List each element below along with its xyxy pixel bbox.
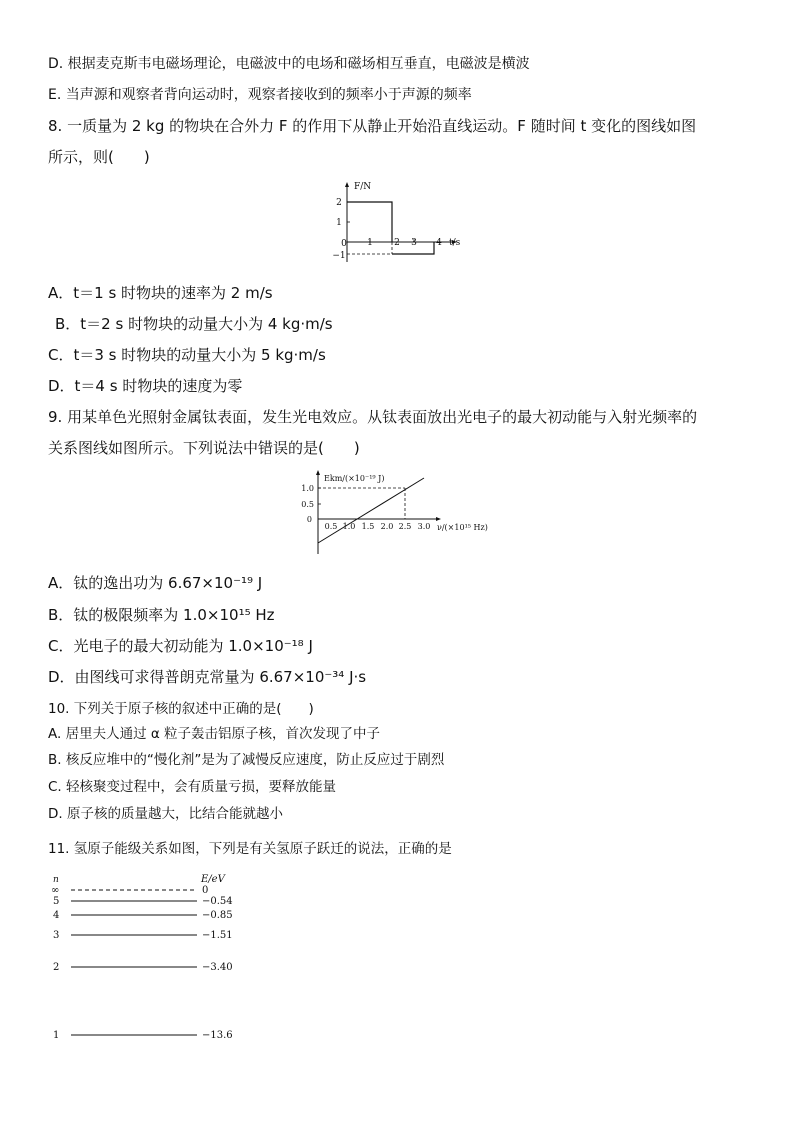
question-10-option-a: A. 居里夫人通过 α 粒子轰击铝原子核，首次发现了中子 (48, 726, 381, 742)
xtick-4: 4 (436, 238, 442, 248)
question-10-stem: 10. 下列关于原子核的叙述中正确的是( ) (48, 701, 314, 717)
question-10-option-c: C. 轻核聚变过程中，会有质量亏损，要释放能量 (48, 779, 337, 795)
question-9-option-d: D．由图线可求得普朗克常量为 6.67×10⁻³⁴ J·s (48, 668, 367, 686)
hydrogen-energy-level-diagram (45, 870, 255, 1050)
xtick-1-0: 1.0 (342, 522, 356, 531)
question-9-stem-line2: 关系图线如图所示。下列说法中错误的是( ) (48, 439, 360, 457)
xtick-0-5: 0.5 (324, 522, 338, 531)
question-10-option-b: B. 核反应堆中的“慢化剂”是为了减慢反应速度，防止反应过于剧烈 (48, 752, 445, 768)
level-e-2: −3.40 (202, 962, 233, 973)
time-axis-label: t/s (449, 238, 461, 248)
level-e-4: −0.85 (202, 910, 233, 921)
xtick-2-5: 2.5 (398, 522, 412, 531)
photoelectric-graph (294, 468, 504, 556)
e-header: E/eV (201, 874, 225, 885)
xtick-1: 1 (367, 238, 373, 248)
question-11-stem: 11. 氢原子能级关系如图，下列是有关氢原子跃迁的说法，正确的是 (48, 841, 452, 857)
level-n-4: 4 (53, 910, 60, 921)
level-n-5: 5 (53, 896, 60, 907)
nu-axis-label: ν/(×10¹⁵ Hz) (437, 523, 488, 532)
level-e-5: −0.54 (202, 896, 233, 907)
level-n-inf: ∞ (51, 885, 60, 896)
question-8-option-a: A．t＝1 s 时物块的速率为 2 m/s (48, 284, 273, 302)
question-8-stem-line1: 8. 一质量为 2 kg 的物块在合外力 F 的作用下从静止开始沿直线运动。F 随时间 t 变化的图线如图 (48, 117, 697, 135)
ytick-zero: 0 (306, 515, 312, 524)
question-9-option-b: B．钛的极限频率为 1.0×10¹⁵ Hz (48, 606, 275, 624)
ytick-0: 0 (341, 239, 347, 249)
ytick-1: 1 (336, 218, 342, 228)
option-7d: D. 根据麦克斯韦电磁场理论，电磁波中的电场和磁场相互垂直，电磁波是横波 (48, 56, 530, 72)
level-n-2: 2 (53, 962, 60, 973)
xtick-3: 3 (411, 238, 417, 248)
xtick-3-0: 3.0 (417, 522, 431, 531)
option-7e: E. 当声源和观察者背向运动时，观察者接收到的频率小于声源的频率 (48, 87, 472, 103)
n-header: n (53, 875, 59, 885)
force-axis-label: F/N (354, 182, 372, 192)
level-e-3: −1.51 (202, 930, 233, 941)
question-10-option-d: D. 原子核的质量越大，比结合能就越小 (48, 806, 283, 822)
question-8-stem-line2: 所示，则( ) (48, 148, 150, 166)
level-n-3: 3 (53, 930, 60, 941)
question-8-option-c: C．t＝3 s 时物块的动量大小为 5 kg·m/s (48, 346, 326, 364)
ekm-axis-label: Ekm/(×10⁻¹⁹ J) (324, 474, 385, 483)
ytick-2: 2 (336, 198, 342, 208)
ytick-0-5: 0.5 (301, 500, 314, 509)
level-e-1: −13.6 (202, 1030, 233, 1041)
level-e-inf: 0 (202, 885, 209, 896)
question-8-option-d: D．t＝4 s 时物块的速度为零 (48, 377, 243, 395)
ytick-neg1: −1 (332, 251, 346, 261)
xtick-2-0: 2.0 (380, 522, 394, 531)
question-9-option-a: A．钛的逸出功为 6.67×10⁻¹⁹ J (48, 574, 263, 592)
ytick-1-0: 1.0 (301, 484, 314, 493)
question-9-option-c: C．光电子的最大初动能为 1.0×10⁻¹⁸ J (48, 637, 313, 655)
xtick-1-5: 1.5 (361, 522, 375, 531)
level-n-1: 1 (53, 1030, 60, 1041)
question-8-option-b: B．t＝2 s 时物块的动量大小为 4 kg·m/s (55, 315, 333, 333)
question-9-stem-line1: 9. 用某单色光照射金属钛表面，发生光电效应。从钛表面放出光电子的最大初动能与入射光频率的 (48, 408, 698, 426)
force-time-graph (330, 178, 470, 268)
xtick-2: 2 (394, 238, 400, 248)
